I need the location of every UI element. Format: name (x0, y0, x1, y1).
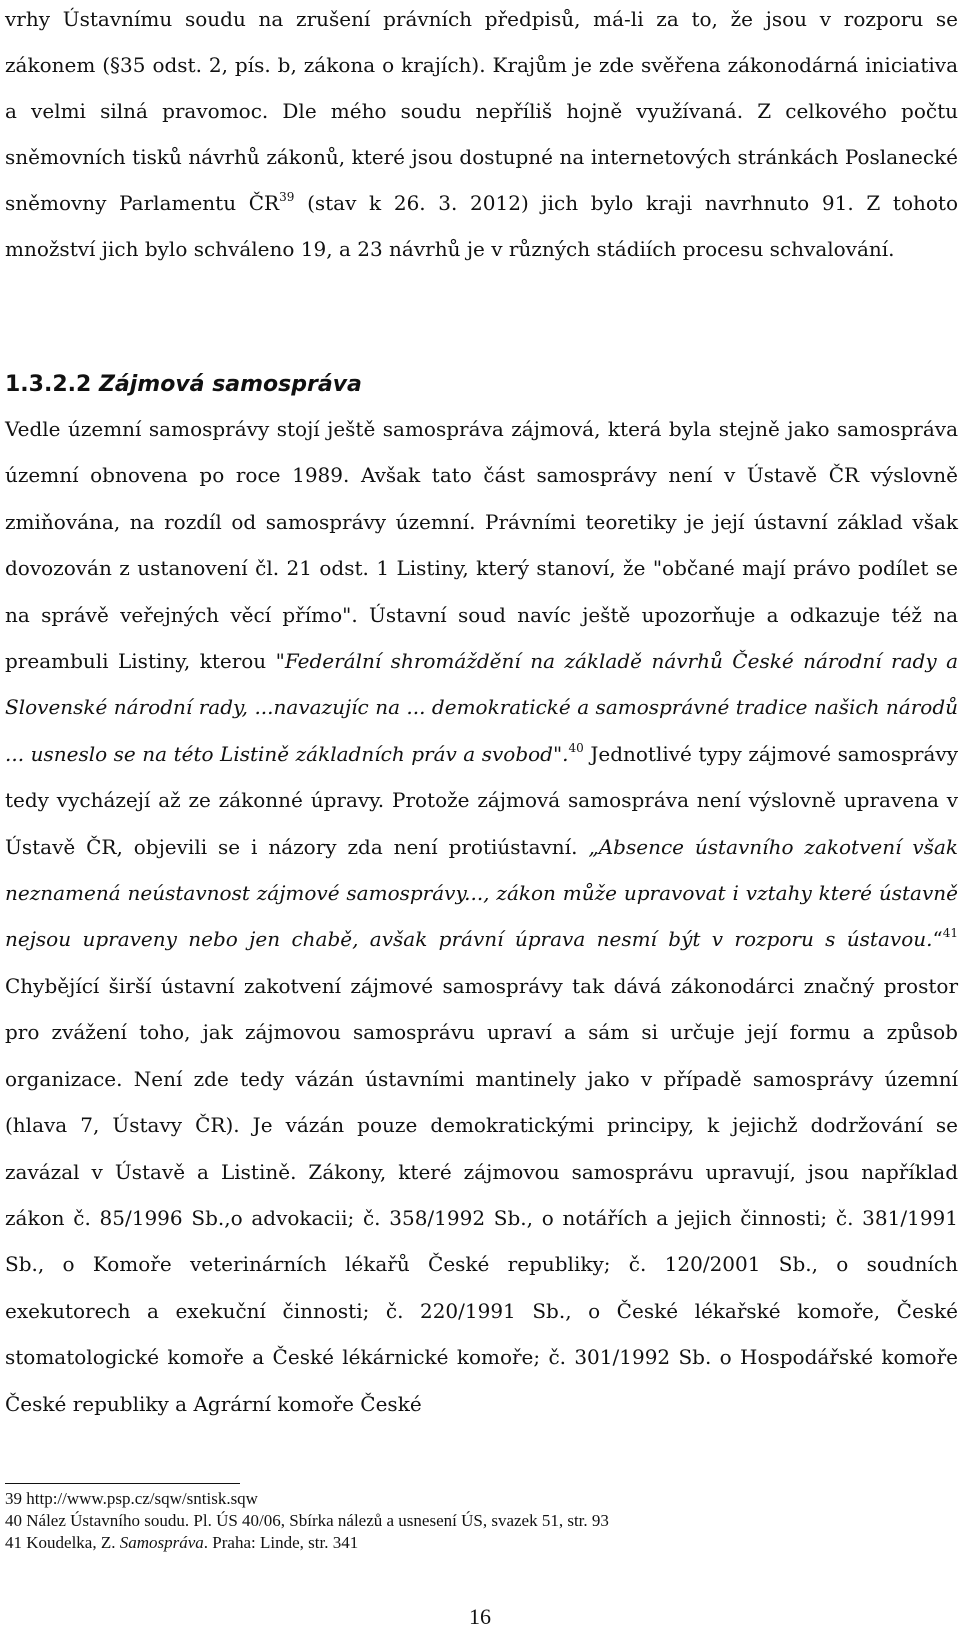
footnote-39: 39 http://www.psp.cz/sqw/sntisk.sqw (5, 1489, 258, 1508)
footnote-ref-39[interactable]: 39 (279, 190, 295, 204)
footnote-text: 41 Koudelka, Z. (5, 1533, 120, 1552)
quote-close-mark: “ (932, 927, 943, 952)
paragraph-text: (stav k 26. 3. 2012) jich bylo kraji navrhnuto 91. Z tohoto množství jich bylo schváleno 19, a 23 návrhů je v různých stádiích procesu schvalování. (5, 191, 958, 261)
footnotes (5, 1488, 958, 1554)
italic-quote: "Federální shromáždění na základě návrhů České národní rady a Slovenské národní rady, ...navazujíc na ... demokratické a samosprávné tradice našich národů ... usneslo se na této Listině základních práv a svobod". (5, 649, 958, 766)
footnote-text: . Praha: Linde, str. 341 (203, 1533, 359, 1552)
section-number: 1.3.2.2 (5, 372, 99, 397)
body-paragraph (5, 406, 958, 1427)
body-paragraph (5, 0, 958, 272)
footnote-ref-40[interactable]: 40 (568, 740, 584, 755)
section-heading (5, 370, 362, 400)
paragraph-text: vrhy Ústavnímu soudu na zrušení právních předpisů, má-li za to, že jsou v rozporu se zákonem (§35 odst. 2, pís. b, zákona o krajích). Krajům je zde svěřena zákonodárná iniciativa a velmi silná pravomoc. Dle mého soudu nepříliš hojně využívaná. Z celkového počtu sněmovních tisků návrhů zákonů, které jsou dostupné na internetových stránkách Poslanecké sněmovny Parlamentu ČR (5, 7, 958, 215)
footnote-separator (5, 1483, 240, 1484)
paragraph-text: Vedle územní samosprávy stojí ještě samospráva zájmová, která byla stejně jako samospráva územní obnovena po roce 1989. Avšak tato část samosprávy není v Ústavě ČR výslovně zmiňována, na rozdíl od samosprávy územní. Právními teoretiky je její ústavní základ však dovozován z ustanovení čl. 21 odst. 1 Listiny, který stanoví, že "občané mají právo podílet se na správě veřejných věcí přímo". Ústavní soud navíc ještě upozorňuje a odkazuje též na preambuli Listiny, kterou (5, 417, 958, 674)
paragraph-text: Chybějící širší ústavní zakotvení zájmové samosprávy tak dává zákonodárci značný prostor pro zvážení toho, jak zájmovou samosprávu upraví a sám si určuje její formu a způsob organizace. Není zde tedy vázán ústavními mantinely jako v případě samosprávy územní (hlava 7, Ústavy ČR). Je vázán pouze demokratickými principy, k jejichž dodržování se zavázal v Ústavě a Listině. Zákony, které zájmovou samosprávu upravují, jsou například zákon č. 85/1996 Sb.,o advokacii; č. 358/1992 Sb., o notářích a jejich činnosti; č. 381/1991 Sb., o Komoře veterinárních lékařů České republiky; č. 120/2001 Sb., o soudních exekutorech a exekuční činnosti; č. 220/1991 Sb., o České lékařské komoře, České stomatologické komoře a České lékárnické komoře; č. 301/1992 Sb. o Hospodářské komoře České republiky a Agrární komoře České (5, 973, 958, 1416)
page-number: 16 (469, 1604, 491, 1629)
footnote-41 (5, 1532, 958, 1554)
section-title: Zájmová samospráva (98, 372, 362, 397)
paragraph-text: Jednotlivé typy zájmové samosprávy tedy vycházejí až ze zákonné úpravy. Protože zájmová samospráva není výslovně upravena v Ústavě ČR, objevili se i názory zda není protiústavní. (5, 741, 958, 859)
footnote-ref-41[interactable]: 41 (942, 926, 958, 941)
italic-quote: „Absence ústavního zakotvení však neznamená neústavnost zájmové samosprávy..., zákon může upravovat i vztahy které ústavně nejsou upraveny nebo jen chabě, avšak právní úprava nesmí být v rozporu s ústavou. (5, 834, 958, 952)
footnote-book-title: Samospráva (119, 1533, 204, 1552)
footnote-40: 40 Nález Ústavního soudu. Pl. ÚS 40/06, Sbírka nálezů a usnesení ÚS, svazek 51, str. 93 (5, 1511, 609, 1530)
